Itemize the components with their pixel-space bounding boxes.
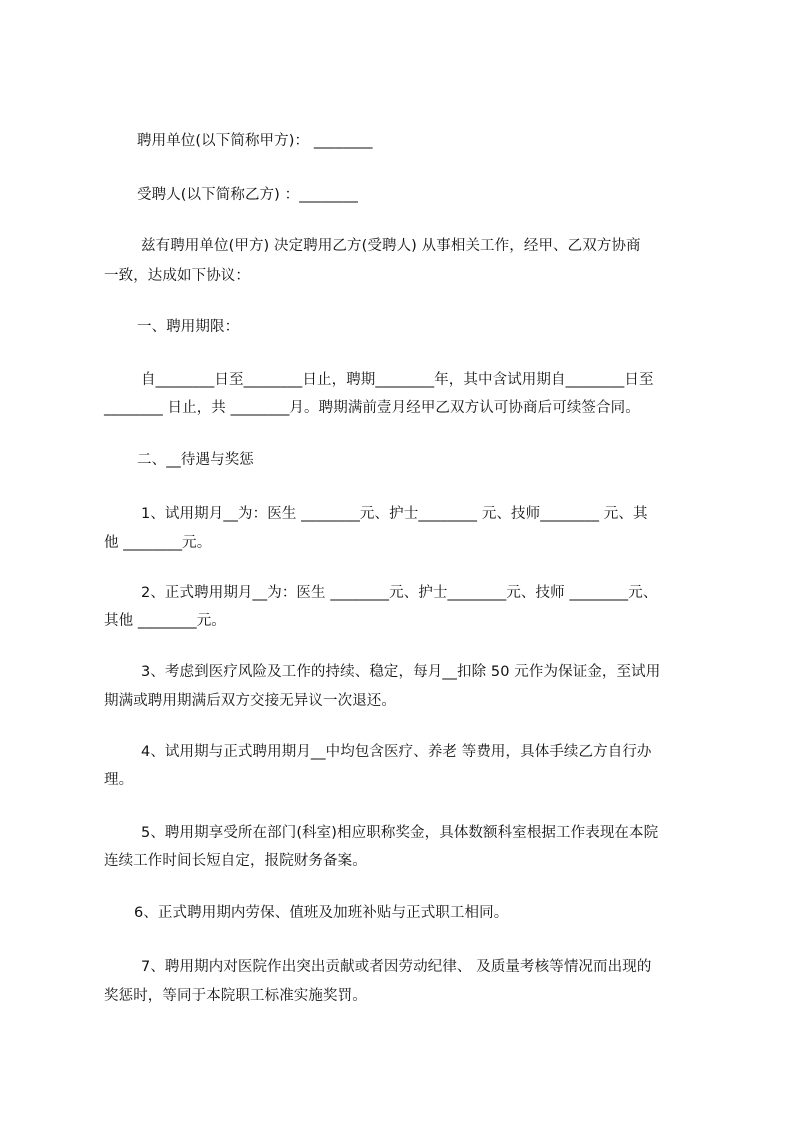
clause-5-line-1: 5、聘用期享受所在部门(科室)相应职称奖金，具体数额科室根据工作表现在本院 <box>141 825 659 841</box>
clause-4-line-2: 理。 <box>104 772 134 788</box>
employee-line: 受聘人(以下简称乙方) ：________ <box>137 187 359 203</box>
intro-line-1: 兹有聘用单位(甲方) 决定聘用乙方(受聘人) 从事相关工作，经甲、乙双方协商 <box>141 238 641 254</box>
clause-3-line-1: 3、考虑到医疗风险及工作的持续、稳定，每月__扣除 50 元作为保证金，至试用 <box>141 664 661 680</box>
section-2-title: 二、__待遇与奖惩 <box>137 452 254 468</box>
clause-4-line-1: 4、试用期与正式聘用期月__中均包含医疗、养老 等费用，具体手续乙方自行办 <box>141 744 652 760</box>
clause-7-line-1: 7、聘用期内对医院作出突出贡献或者因劳动纪律、 及质量考核等情况而出现的 <box>141 959 652 975</box>
section-1-title: 一、聘用期限： <box>137 319 240 335</box>
intro-line-2: 一致，达成如下协议： <box>104 268 250 284</box>
clause-5-line-2: 连续工作时间长短自定，报院财务备案。 <box>104 853 367 869</box>
clause-3-line-2: 期满或聘用期满后双方交接无异议一次退还。 <box>104 693 396 709</box>
section-1-body-line-2: ________ 日止，共 ________月。聘期满前壹月经甲乙双方认可协商后可续签合同。 <box>104 400 640 416</box>
clause-2-line-2: 其他 ________元。 <box>104 613 226 629</box>
section-1-body-line-1: 自________日至________日止，聘期________年，其中含试用期自________日至 <box>141 372 654 388</box>
clause-1-line-2: 他 ________元。 <box>104 535 212 551</box>
clause-2-line-1: 2、正式聘用期月__为：医生 ________元、护士________元、技师 ________元、 <box>141 585 658 601</box>
clause-1-line-1: 1、试用期月__为：医生 ________元、护士________ 元、技师________ 元、其 <box>141 506 648 522</box>
clause-6-line-1: 6、正式聘用期内劳保、值班及加班补贴与正式职工相同。 <box>134 905 509 921</box>
clause-7-line-2: 奖惩时，等同于本院职工标准实施奖罚。 <box>104 988 367 1004</box>
employer-line: 聘用单位(以下简称甲方)： ________ <box>137 133 373 149</box>
